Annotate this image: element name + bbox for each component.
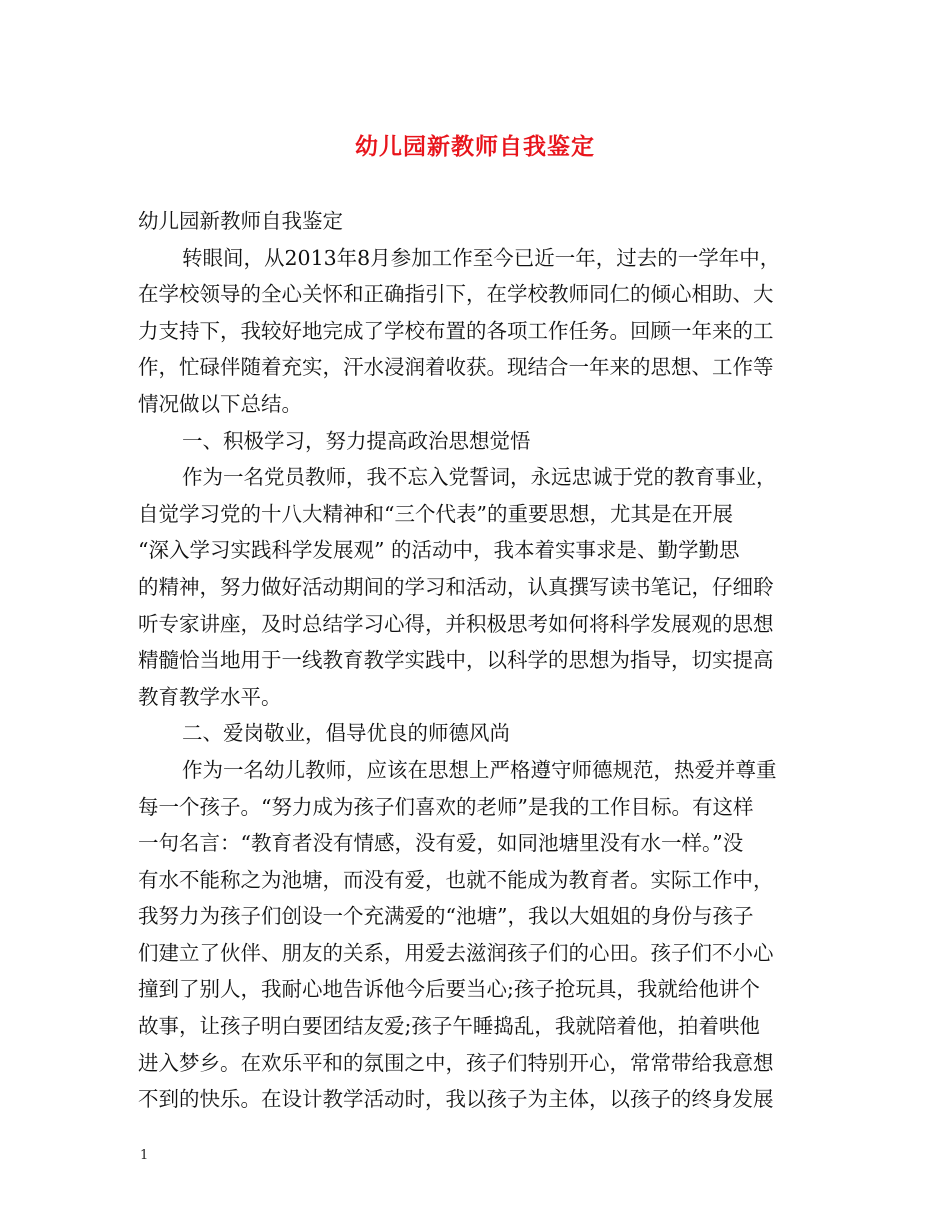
text-line: 故事，让孩子明白要团结友爱;孩子午睡捣乱，我就陪着他，拍着哄他 — [138, 1014, 760, 1039]
text-line: 每一个孩子。“努力成为孩子们喜欢的老师”是我的工作目标。有这样 — [138, 794, 754, 819]
text-line: 听专家讲座，及时总结学习心得，并积极思考如何将科学发展观的思想 — [138, 611, 774, 636]
text-line: 一、积极学习，努力提高政治思想觉悟 — [182, 428, 531, 453]
text-line: 自觉学习党的十八大精神和“三个代表”的重要思想，尤其是在开展 — [138, 501, 733, 526]
text-line: 的精神，努力做好活动期间的学习和活动，认真撰写读书笔记，仔细聆 — [138, 574, 774, 599]
text-line: 作，忙碌伴随着充实，汗水浸润着收获。现结合一年来的思想、工作等 — [138, 355, 774, 380]
text-line: “深入学习实践科学发展观” 的活动中，我本着实事求是、勤学勤思 — [138, 538, 740, 563]
text-line: 我努力为孩子们创设一个充满爱的“池塘”，我以大姐姐的身份与孩子 — [138, 904, 754, 929]
text-line: 精髓恰当地用于一线教育教学实践中，以科学的思想为指导，切实提高 — [138, 648, 774, 673]
text-line: 在学校领导的全心关怀和正确指引下，在学校教师同仁的倾心相助、大 — [138, 282, 774, 307]
text-line: 幼儿园新教师自我鉴定 — [138, 209, 343, 233]
text-line: 教育教学水平。 — [138, 684, 282, 709]
document-body — [138, 203, 814, 1118]
text-line: 撞到了别人，我耐心地告诉他今后要当心;孩子抢玩具，我就给他讲个 — [138, 977, 760, 1002]
text-line: 转眼间，从2013年8月参加工作至今已近一年，过去的一学年中， — [182, 245, 781, 270]
page-number: 1 — [140, 1148, 149, 1163]
text-line: 二、爱岗敬业，倡导优良的师德风尚 — [182, 721, 510, 746]
text-line: 们建立了伙伴、朋友的关系，用爱去滋润孩子们的心田。孩子们不小心 — [138, 940, 774, 965]
text-line: 有水不能称之为池塘，而没有爱，也就不能成为教育者。实际工作中， — [138, 867, 774, 892]
text-line: 力支持下，我较好地完成了学校布置的各项工作任务。回顾一年来的工 — [138, 318, 774, 343]
text-line: 进入梦乡。在欢乐平和的氛围之中，孩子们特别开心，常常带给我意想 — [138, 1050, 774, 1075]
text-line: 一句名言：“教育者没有情感，没有爱，如同池塘里没有水一样。”没 — [138, 831, 744, 856]
document-title: 幼儿园新教师自我鉴定 — [355, 133, 595, 160]
text-line: 不到的快乐。在设计教学活动时，我以孩子为主体，以孩子的终身发展 — [138, 1087, 774, 1112]
text-line: 情况做以下总结。 — [138, 391, 302, 416]
text-line: 作为一名幼儿教师，应该在思想上严格遵守师德规范，热爱并尊重 — [182, 757, 777, 782]
text-line: 作为一名党员教师，我不忘入党誓词，永远忠诚于党的教育事业， — [182, 465, 777, 490]
